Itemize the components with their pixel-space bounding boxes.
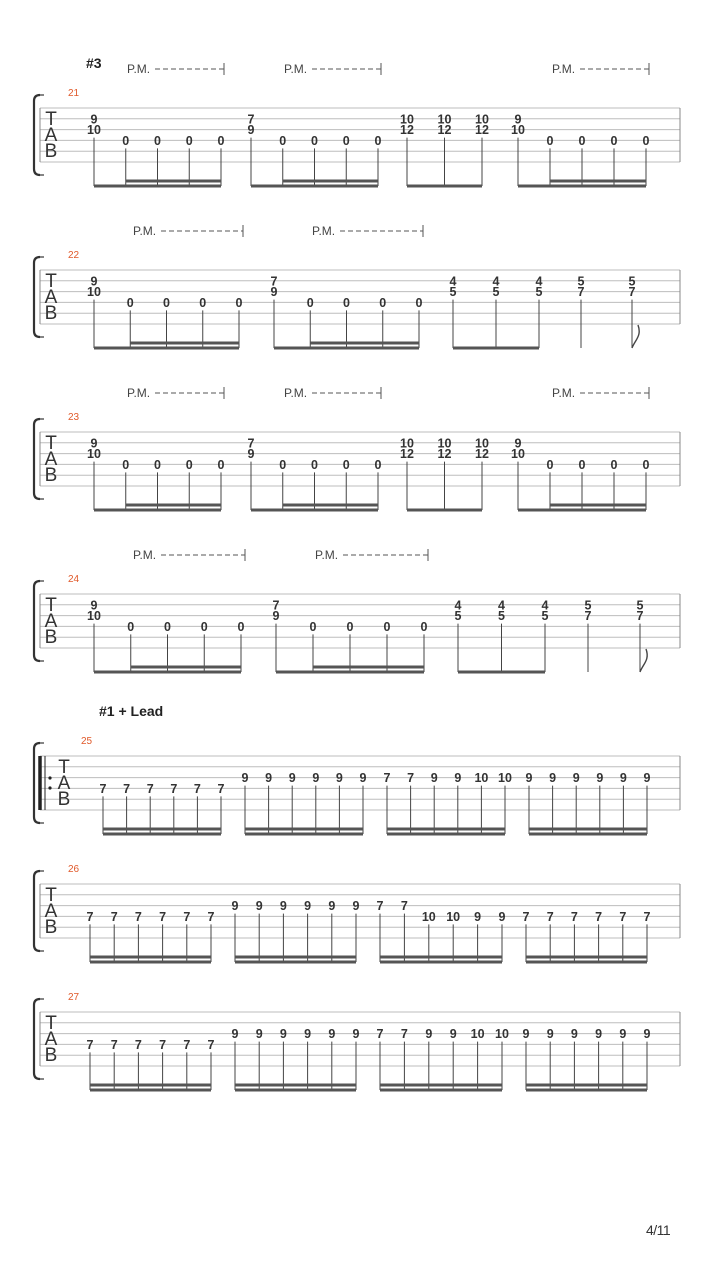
fret-number: 9 [425,1027,433,1042]
fret-number: 0 [642,457,650,472]
fret-number: 7 [643,909,651,924]
fret-number: 7 [159,1037,167,1052]
fret-number: 7 [170,781,178,796]
fret-number: 10 [87,123,101,138]
tab-clef-letter: A [44,901,58,922]
fret-number: 9 [90,112,98,127]
fret-number: 9 [328,1027,336,1042]
fret-number: 7 [207,909,215,924]
fret-number: 0 [122,457,130,472]
fret-number: 12 [475,447,489,462]
fret-number: 7 [383,771,391,786]
fret-number: 7 [99,781,107,796]
fret-number: 9 [449,1027,457,1042]
fret-number: 9 [643,771,651,786]
repeat-dot [48,786,51,789]
fret-number: 0 [279,133,287,148]
system-bracket [34,95,40,175]
fret-number: 4 [535,274,543,289]
fret-number: 7 [522,909,530,924]
fret-number: 9 [255,1027,263,1042]
system-bracket [34,871,40,951]
fret-number: 7 [628,285,636,300]
fret-number: 0 [379,295,387,310]
fret-number: 7 [247,112,255,127]
fret-number: 9 [270,285,278,300]
tab-clef-letter: T [45,595,57,616]
fret-number: 0 [578,133,586,148]
fret-number: 5 [577,274,585,289]
fret-number: 9 [643,1027,651,1042]
palm-mute-label: P.M. [133,548,157,562]
fret-number: 0 [374,133,382,148]
fret-number: 0 [342,133,350,148]
fret-number: 7 [546,909,554,924]
tab-clef-letter: A [44,287,58,308]
tab-clef-letter: T [58,757,70,778]
fret-number: 9 [546,1027,554,1042]
fret-number: 5 [584,598,592,613]
palm-mute-label: P.M. [315,548,339,562]
fret-number: 0 [546,133,554,148]
fret-number: 0 [217,133,225,148]
section-label-3: #3 [86,55,102,71]
fret-number: 7 [134,909,142,924]
tab-clef-letter: A [57,773,71,794]
fret-number: 9 [498,909,506,924]
measure-number: 24 [68,574,80,585]
fret-number: 0 [164,619,171,634]
fret-number: 10 [400,436,414,451]
fret-number: 7 [376,899,384,914]
fret-number: 9 [525,771,533,786]
palm-mute-label: P.M. [312,224,336,238]
fret-number: 0 [122,133,130,148]
tab-clef-letter: B [44,917,58,938]
fret-number: 9 [288,771,296,786]
fret-number: 9 [272,609,280,624]
fret-number: 9 [352,1027,360,1042]
palm-mute-label: P.M. [284,386,308,400]
tab-clef-letter: B [44,303,58,324]
tab-clef-letter: B [44,627,58,648]
fret-number: 0 [185,457,193,472]
fret-number: 7 [595,909,603,924]
fret-number: 0 [306,295,314,310]
fret-number: 7 [193,781,201,796]
tab-clef-letter: T [45,109,57,130]
fret-number: 0 [309,619,317,634]
fret-number: 0 [342,457,350,472]
fret-number: 12 [400,123,414,138]
measure-number: 27 [68,992,80,1003]
fret-number: 9 [304,1027,312,1042]
fret-number: 12 [475,123,489,138]
palm-mute-label: P.M. [284,62,308,76]
fret-number: 0 [374,457,382,472]
tab-clef-letter: A [44,449,58,470]
tab-clef-letter: T [45,433,57,454]
fret-number: 5 [535,285,543,300]
fret-number: 9 [247,447,255,462]
tab-clef-letter: T [45,271,57,292]
fret-number: 7 [86,1037,94,1052]
fret-number: 10 [87,285,101,300]
fret-number: 0 [578,457,586,472]
fret-number: 5 [498,609,505,624]
fret-number: 10 [400,112,414,127]
fret-number: 9 [454,771,462,786]
fret-number: 9 [265,771,273,786]
fret-number: 9 [522,1027,530,1042]
fret-number: 7 [134,1037,142,1052]
fret-number: 10 [421,909,436,924]
fret-number: 0 [199,295,207,310]
fret-number: 9 [90,436,98,451]
system-bracket [34,581,40,661]
fret-number: 7 [86,909,94,924]
fret-number: 0 [200,619,208,634]
fret-number: 10 [87,447,101,462]
fret-number: 7 [400,899,408,914]
fret-number: 0 [415,295,423,310]
note-flag [640,649,647,672]
fret-number: 9 [549,771,557,786]
fret-number: 0 [163,295,170,310]
fret-number: 5 [454,609,462,624]
fret-number: 9 [304,899,312,914]
measure-number: 26 [68,864,80,875]
fret-number: 0 [154,133,161,148]
fret-number: 5 [449,285,457,300]
fret-number: 0 [610,133,618,148]
fret-number: 9 [335,771,343,786]
fret-number: 9 [596,771,604,786]
fret-number: 7 [407,771,415,786]
fret-number: 0 [642,133,650,148]
fret-number: 10 [475,436,489,451]
fret-number: 9 [572,771,580,786]
fret-number: 4 [498,598,505,613]
fret-number: 9 [328,899,336,914]
fret-number: 7 [570,909,578,924]
fret-number: 0 [610,457,618,472]
fret-number: 9 [619,1027,627,1042]
fret-number: 5 [636,598,644,613]
fret-number: 10 [470,1027,485,1042]
fret-number: 9 [231,899,239,914]
fret-number: 0 [279,457,287,472]
fret-number: 0 [311,457,318,472]
fret-number: 7 [636,609,644,624]
fret-number: 9 [231,1027,239,1042]
fret-number: 7 [146,781,154,796]
fret-number: 0 [127,619,135,634]
fret-number: 9 [514,112,522,127]
tab-clef-letter: A [44,611,58,632]
tab-clef-letter: A [44,125,58,146]
system-bracket [34,999,40,1079]
fret-number: 10 [511,447,525,462]
fret-number: 0 [126,295,134,310]
fret-number: 10 [437,112,452,127]
fret-number: 4 [541,598,549,613]
system-bracket [34,419,40,499]
palm-mute-label: P.M. [127,62,151,76]
fret-number: 0 [235,295,243,310]
measure-number: 22 [68,250,80,261]
tab-clef-letter: T [45,885,57,906]
tab-clef-letter: B [44,141,58,162]
page-number: 4/11 [646,1222,671,1238]
fret-number: 0 [311,133,318,148]
section-label-lead: #1 + Lead [99,703,164,719]
fret-number: 10 [498,771,512,786]
fret-number: 7 [207,1037,215,1052]
fret-number: 7 [400,1027,408,1042]
fret-number: 7 [183,1037,191,1052]
fret-number: 7 [272,598,280,613]
fret-number: 9 [255,899,263,914]
fret-number: 9 [619,771,627,786]
fret-number: 7 [183,909,191,924]
fret-number: 10 [446,909,461,924]
fret-number: 7 [577,285,585,300]
fret-number: 9 [90,598,98,613]
measure-number: 25 [81,736,93,747]
fret-number: 0 [217,457,225,472]
fret-number: 0 [154,457,161,472]
fret-number: 9 [359,771,367,786]
fret-number: 0 [237,619,245,634]
fret-number: 5 [492,285,500,300]
tab-clef-letter: B [57,789,71,810]
fret-number: 12 [437,123,452,138]
fret-number: 9 [241,771,249,786]
repeat-dot [48,776,51,779]
tab-clef-letter: A [44,1029,58,1050]
palm-mute-label: P.M. [127,386,151,400]
fret-number: 7 [619,909,627,924]
fret-number: 9 [279,899,287,914]
fret-number: 7 [159,909,167,924]
tab-clef-letter: B [44,1045,58,1066]
fret-number: 0 [346,619,354,634]
tab-clef-letter: T [45,1013,57,1034]
fret-number: 0 [185,133,193,148]
fret-number: 9 [595,1027,603,1042]
fret-number: 7 [123,781,131,796]
fret-number: 10 [437,436,452,451]
fret-number: 0 [546,457,554,472]
fret-number: 9 [279,1027,287,1042]
fret-number: 0 [420,619,428,634]
fret-number: 12 [400,447,414,462]
fret-number: 0 [343,295,350,310]
fret-number: 10 [495,1027,509,1042]
fret-number: 9 [247,123,255,138]
fret-number: 10 [475,112,489,127]
fret-number: 4 [454,598,462,613]
fret-number: 9 [312,771,320,786]
fret-number: 7 [217,781,225,796]
fret-number: 9 [474,909,482,924]
fret-number: 7 [110,1037,118,1052]
tab-clef-letter: B [44,465,58,486]
fret-number: 12 [437,447,452,462]
fret-number: 7 [247,436,255,451]
fret-number: 9 [430,771,438,786]
measure-number: 21 [68,88,80,99]
measure-number: 23 [68,412,80,423]
palm-mute-label: P.M. [552,62,576,76]
fret-number: 7 [110,909,118,924]
palm-mute-label: P.M. [133,224,157,238]
note-flag [632,325,639,348]
fret-number: 9 [514,436,522,451]
fret-number: 5 [628,274,636,289]
fret-number: 7 [584,609,592,624]
fret-number: 10 [474,771,489,786]
fret-number: 4 [492,274,500,289]
fret-number: 9 [352,899,360,914]
system-bracket [34,257,40,337]
fret-number: 7 [270,274,278,289]
palm-mute-label: P.M. [552,386,576,400]
fret-number: 9 [90,274,98,289]
fret-number: 4 [449,274,457,289]
fret-number: 5 [541,609,549,624]
fret-number: 9 [570,1027,578,1042]
fret-number: 7 [376,1027,384,1042]
fret-number: 10 [87,609,101,624]
fret-number: 0 [383,619,391,634]
fret-number: 10 [511,123,525,138]
